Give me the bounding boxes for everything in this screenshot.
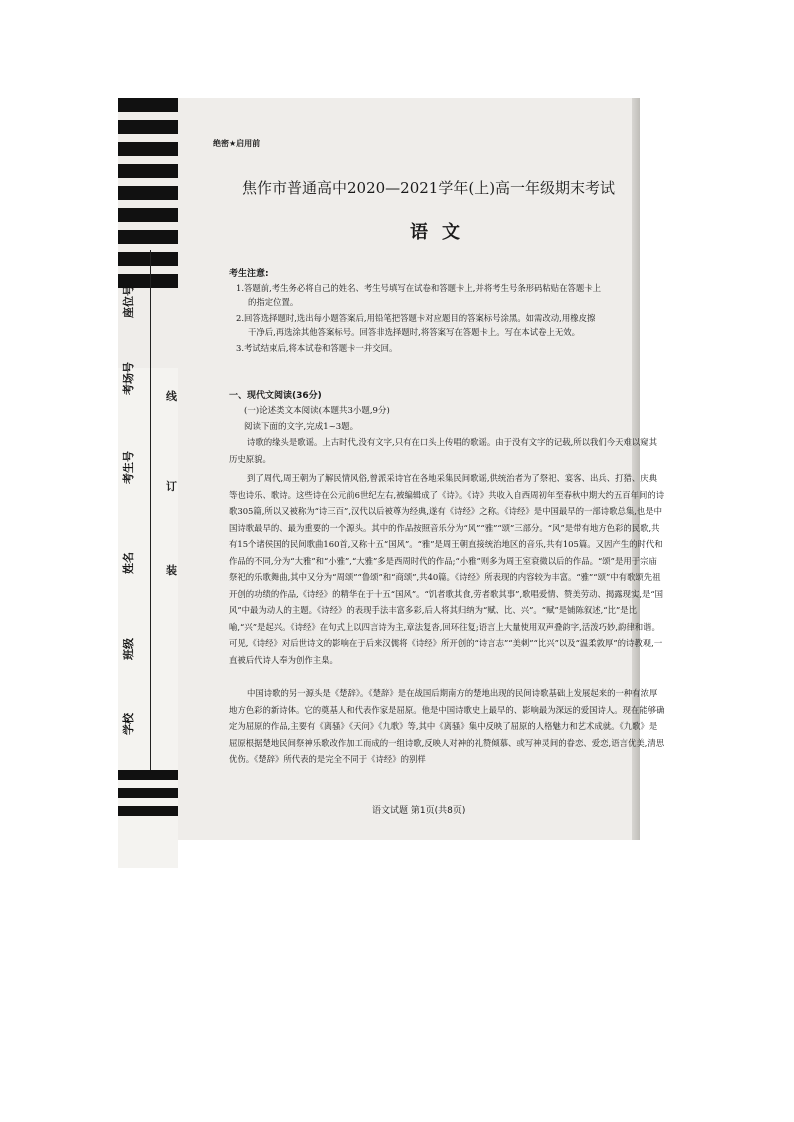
subject-title: 语文: [410, 222, 474, 243]
black-bar: [118, 120, 178, 134]
school-label: 学校: [122, 713, 135, 735]
directions: 阅读下面的文字,完成1~3题。: [244, 422, 359, 432]
paragraph: [229, 434, 665, 467]
sub-section-title: (一)论述类文本阅读(本题共3小题,9分): [244, 406, 390, 416]
black-bar: [118, 186, 178, 200]
black-bar: [118, 98, 178, 112]
black-bar: [118, 252, 178, 266]
paragraph-text: 中国诗歌的另一源头是《楚辞》。《楚辞》是在战国后期南方的楚地出现的民间诗歌基础上发展起来的一种有浓厚地方色彩的新诗体。它的奠基人和代表作家是屈原。他是中国诗歌史上最早的、影响最为深远的爱国诗人。现在能够确定为屈原的作品,主要有《离骚》《天问》《九歌》等,其中《离骚》集中反映了屈原的人格魅力和艺术成就。《九歌》是屈原根据楚地民间祭神乐歌改作加工而成的一组诗歌,反映人对神的礼赞倾慕、或写神灵间的眷恋、爱恋,语言优美,清思优伤。《楚辞》所代表的是完全不同于《诗经》的别样: [229, 688, 665, 764]
black-bar: [118, 164, 178, 178]
black-bar: [118, 788, 178, 798]
binding-cut-line: [150, 250, 151, 770]
line-char: 线: [166, 390, 177, 403]
notice-line: 2.回答选择题时,选出每小题答案后,用铅笔把答题卡对应题目的答案标号涂黑。如需改动,用橡皮擦: [236, 313, 596, 323]
exam-room-label: 考场号: [122, 362, 135, 395]
paragraph-text: 诗歌的缘头是歌谣。上古时代,没有文字,只有在口头上传唱的歌谣。由于没有文字的记载,所以我们今天难以窥其历史原貌。: [229, 437, 657, 464]
black-bar: [118, 770, 178, 780]
section-title: 一、现代文阅读(36分): [229, 391, 322, 401]
order-char: 订: [166, 480, 177, 493]
paragraph: [229, 685, 665, 768]
bind-char: 装: [166, 564, 177, 577]
black-bar: [118, 142, 178, 156]
name-label: 姓名: [122, 552, 135, 574]
notice-heading: 考生注意:: [229, 269, 269, 279]
paragraph: [229, 470, 665, 668]
secret-label: 绝密★启用前: [213, 139, 261, 148]
notice-line: 的指定位置。: [248, 297, 299, 307]
notice-line: 1.答题前,考生务必将自己的姓名、考生号填写在试卷和答题卡上,并将考生号条形码粘贴在答题卡上: [236, 283, 602, 293]
black-bar: [118, 230, 178, 244]
class-label: 班级: [122, 638, 135, 660]
black-bar: [118, 208, 178, 222]
exam-title: 焦作市普通高中2020—2021学年(上)高一年级期末考试: [242, 179, 616, 197]
page-footer: 语文试题 第1页(共8页): [372, 806, 466, 816]
seat-no-label: 座位号: [122, 285, 135, 318]
notice-line: 3.考试结束后,将本试卷和答题卡一并交回。: [236, 343, 398, 353]
notice-line: 干净后,再选涂其他答案标号。回答非选择题时,将答案写在答题卡上。写在本试卷上无效。: [248, 327, 580, 337]
black-bar: [118, 806, 178, 816]
paragraph-text: 到了周代,周王朝为了解民情风俗,曾派采诗官在各地采集民间歌谣,供统治者为了祭祀、宴客、出兵、打猎、庆典等也诗乐、歌诗。这些诗在公元前6世纪左右,被编辑成了《诗》。《诗》共收入自西周初年至春秋中期大约五百年间的诗歌305篇,所以又被称为“诗三百”,汉代以后被尊为经典,遂有《诗经》之称。《诗经》是中国最早的一部诗歌总集,也是中国诗歌最早的、最为重要的一个源头。其中的作品按照音乐分为“风”“雅”“颂”三部分。“风”是带有地方色彩的民歌,共有15个诸侯国的民间歌曲160首,又称十五“国风”。“雅”是周王朝直接统治地区的音乐,共有105篇。又因产生的时代和作品的不同,分为“大雅”和“小雅”,“大雅”多是西周时代的作品;“小雅”则多为周王室衰微以后的作品。“颂”是用于宗庙祭祀的乐歌舞曲,其中又分为“周颂”“鲁颂”和“商颂”,共40篇。《诗经》所表现的内容较为丰富。“雅”“颂”中有歌颂先祖开创的功绩的作品,《诗经》的精华在于十五“国风”。“饥者歌其食,劳者歌其事”,歌唱爱情、赞美劳动、揭露现实,是“国风”中最为动人的主题。《诗经》的表现手法丰富多彩,后人将其归纳为“赋、比、兴”。“赋”是铺陈叙述,“比”是比喻,“兴”是起兴。《诗经》在句式上以四言诗为主,章法复沓,回环往复;语言上大量使用双声叠韵字,活泼巧妙,韵律和谐。可见,《诗经》对后世诗文的影响在于后来汉儒将《诗经》所开创的“诗言志”“美刺”“比兴”以及“温柔敦厚”的诗教观,一直被后代诗人奉为创作主臬。: [229, 473, 665, 665]
student-no-label: 考生号: [122, 451, 135, 484]
